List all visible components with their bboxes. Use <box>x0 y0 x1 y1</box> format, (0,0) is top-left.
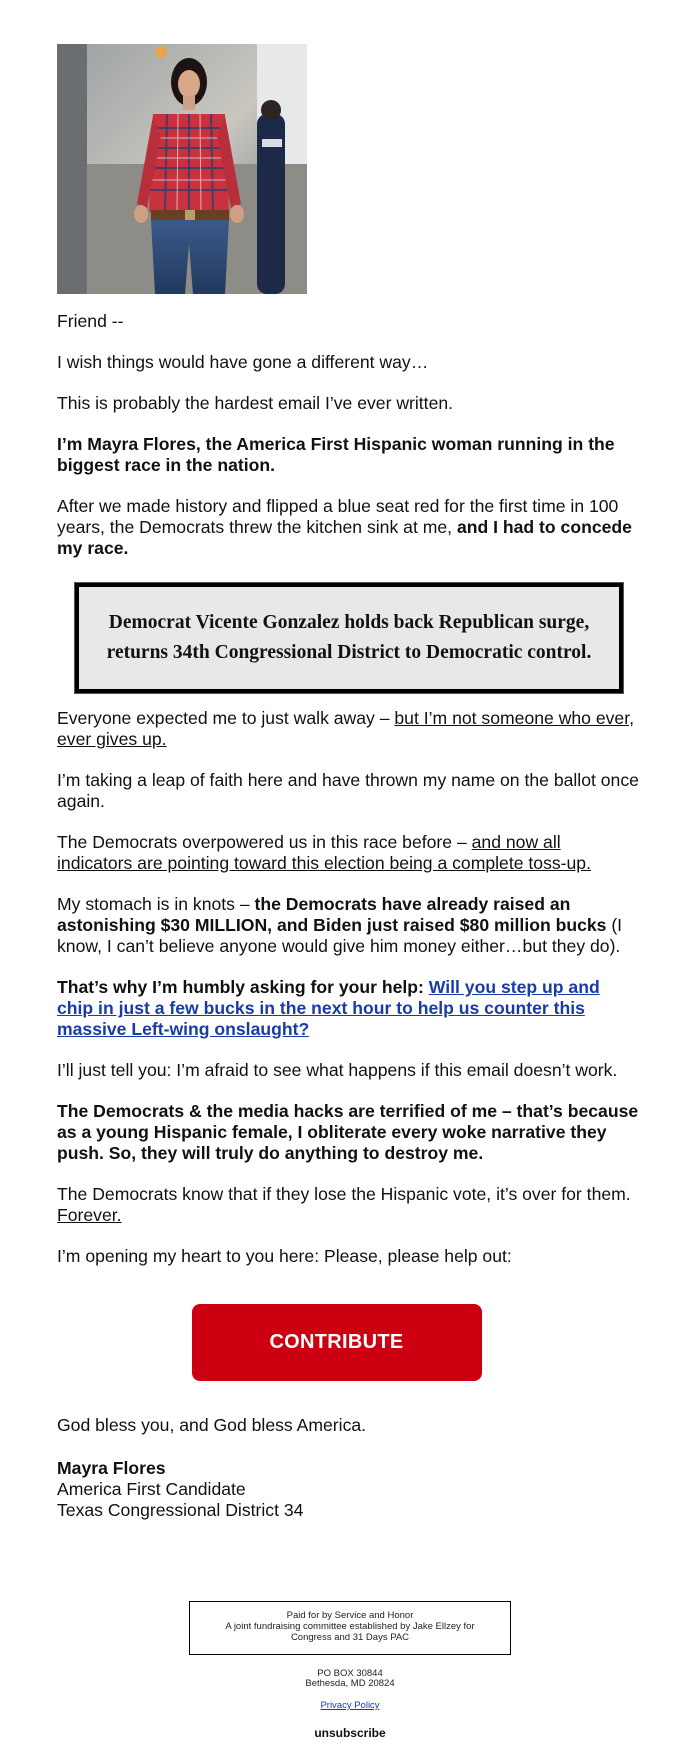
intro-paragraph: I’m Mayra Flores, the America First Hispanic woman running in the biggest race in the nation. <box>57 434 615 475</box>
paid-for-disclaimer <box>189 1601 511 1655</box>
footer <box>0 1601 700 1740</box>
paragraph: The Democrats overpowered us in this race before – and now all indicators are pointing toward this election being a complete toss-up. <box>57 832 591 873</box>
headline-quote-box <box>75 583 623 693</box>
paragraph: Everyone expected me to just walk away – but I’m not someone who ever, ever gives up. <box>57 708 634 749</box>
paragraph: I’m opening my heart to you here: Please, please help out: <box>57 1246 512 1266</box>
mailing-address <box>0 1669 700 1689</box>
privacy-policy-link[interactable]: Privacy Policy <box>320 1700 380 1711</box>
unsubscribe-link[interactable]: unsubscribe <box>314 1726 386 1740</box>
closing-line: God bless you, and God bless America. <box>57 1415 367 1435</box>
contribute-button[interactable]: CONTRIBUTE <box>192 1304 482 1381</box>
signature <box>57 1458 640 1521</box>
paragraph: The Democrats & the media hacks are terrified of me – that’s because as a young Hispanic female, I obliterate every woke narrative they push. So, they will truly do anything to destroy me. <box>57 1101 639 1163</box>
signature-district: Texas Congressional District 34 <box>57 1500 304 1520</box>
paragraph: The Democrats know that if they lose the Hispanic vote, it’s over for them. Forever. <box>57 1184 631 1225</box>
greeting: Friend -- <box>57 311 124 331</box>
paragraph: This is probably the hardest email I’ve ever written. <box>57 393 454 413</box>
disclaimer-line: Paid for by Service and Honor <box>286 1610 414 1621</box>
address-line: Bethesda, MD 20824 <box>305 1678 395 1689</box>
paragraph: My stomach is in knots – the Democrats have already raised an astonishing $30 MILLION, and Biden just raised $80 million bucks (I know, I can’t believe anyone would give him money either…but they do). <box>57 894 623 956</box>
paragraph: I’m taking a leap of faith here and have thrown my name on the ballot once again. <box>57 770 639 811</box>
donate-link[interactable]: Will you step up and chip in just a few bucks in the next hour to help us counter this massive Left-wing onslaught? <box>57 977 600 1039</box>
paragraph: I’ll just tell you: I’m afraid to see what happens if this email doesn’t work. <box>57 1060 618 1080</box>
candidate-photo <box>57 44 307 294</box>
cta-row <box>57 1304 640 1381</box>
disclaimer-line: A joint fundraising committee established by Jake Ellzey for Congress and 31 Days PAC <box>225 1621 475 1643</box>
address-line: PO BOX 30844 <box>317 1668 383 1679</box>
ask-paragraph: That’s why I’m humbly asking for your help: Will you step up and chip in just a few bucks in the next hour to help us counter this massive Left-wing onslaught? <box>57 977 600 1039</box>
signature-name: Mayra Flores <box>57 1458 166 1478</box>
email-body <box>57 44 640 1521</box>
paragraph: I wish things would have gone a different way… <box>57 352 429 372</box>
paragraph: After we made history and flipped a blue seat red for the first time in 100 years, the Democrats threw the kitchen sink at me, and I had to concede my race. <box>57 496 632 558</box>
headline-text: Democrat Vicente Gonzalez holds back Republican surge, returns 34th Congressional District to Democratic control. <box>106 612 592 663</box>
signature-title: America First Candidate <box>57 1479 246 1499</box>
